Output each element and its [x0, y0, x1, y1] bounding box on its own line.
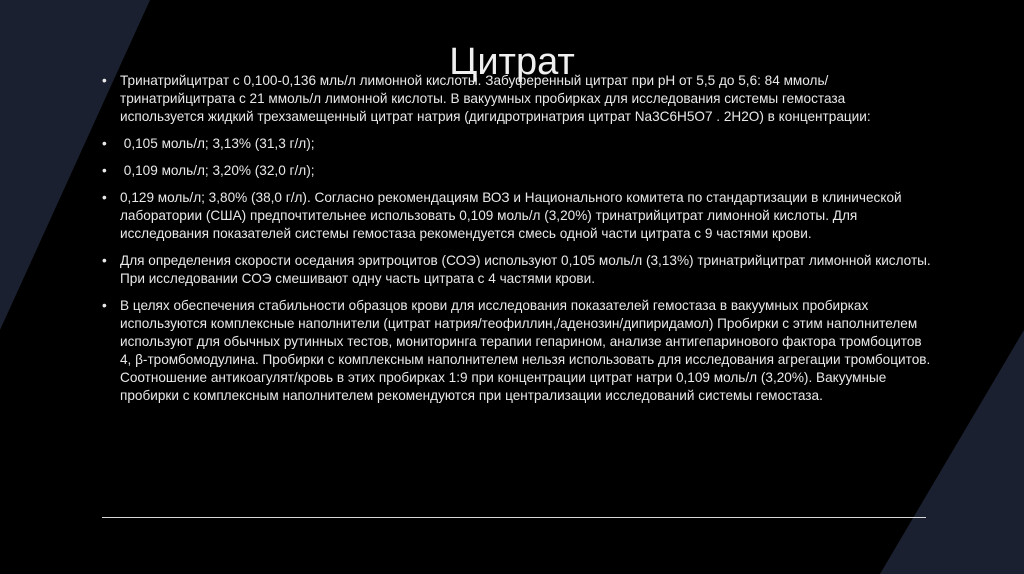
bullet-marker: • — [102, 163, 107, 178]
list-item — [102, 252, 932, 288]
list-item-text: В целях обеспечения стабильности образцов крови для исследования показателей гемостаза в вакуумных пробирках используются комплексные наполнители (цитрат натрия/теофиллин,/аденозин/дипиридамол) Пробирки с этим наполнителем используют для обычных рутинных тестов, мониторинга терапии гепарином, анализе антигепаринового фактора тромбоцитов 4, β-тромбомодулина. Пробирки с комплексным наполнителем нельзя использовать для исследования агрегации тромбоцитов. Соотношение антикоагулят/кровь в этих пробирках 1:9 при концентрации цитрат натри 0,109 моль/л (3,20%). Вакуумные пробирки с комплексным наполнителем рекомендуются при централизации исследований системы гемостаза. — [120, 298, 931, 403]
list-item — [102, 189, 932, 243]
bullet-list — [102, 72, 932, 414]
bullet-marker: • — [102, 253, 107, 268]
list-item — [102, 297, 932, 405]
list-item-text: 0,105 моль/л; 3,13% (31,3 г/л); — [120, 136, 315, 151]
list-item-text: Тринатрийцитрат с 0,100-0,136 мль/л лимонной кислоты. Забуференный цитрат при pH от 5,5 до 5,6: 84 ммоль/ тринатрийцитрата с 21 ммоль/л лимонной кислоты. В вакуумных пробирках для исследования системы гемостаза используется жидкий трехзамещенный цитрат натрия (дигидротринатрия цитрат Na3C6H5O7 . 2H2O) в концентрации: — [120, 73, 871, 124]
list-item — [102, 135, 932, 153]
bottom-divider — [102, 517, 926, 518]
bullet-marker: • — [102, 298, 107, 313]
list-item — [102, 72, 932, 126]
list-item — [102, 162, 932, 180]
bullet-marker: • — [102, 73, 107, 88]
slide-title: Цитрат — [449, 41, 575, 84]
bullet-marker: • — [102, 190, 107, 205]
list-item-text: 0,129 моль/л; 3,80% (38,0 г/л). Согласно рекомендациям ВОЗ и Национального комитета по стандартизации в клинической лаборатории (США) предпочтительнее использовать 0,109 моль/л (3,20%) тринатрийцитрат лимонной кислоты. Для исследования показателей системы гемостаза рекомендуется смесь одной части цитрата с 9 частями крови. — [120, 190, 902, 241]
bullet-marker: • — [102, 136, 107, 151]
list-item-text: 0,109 моль/л; 3,20% (32,0 г/л); — [120, 163, 315, 178]
list-item-text: Для определения скорости оседания эритроцитов (СОЭ) используют 0,105 моль/л (3,13%) тринатрийцитрат лимонной кислоты. При исследовании СОЭ смешивают одну часть цитрата с 4 частями крови. — [120, 253, 931, 286]
